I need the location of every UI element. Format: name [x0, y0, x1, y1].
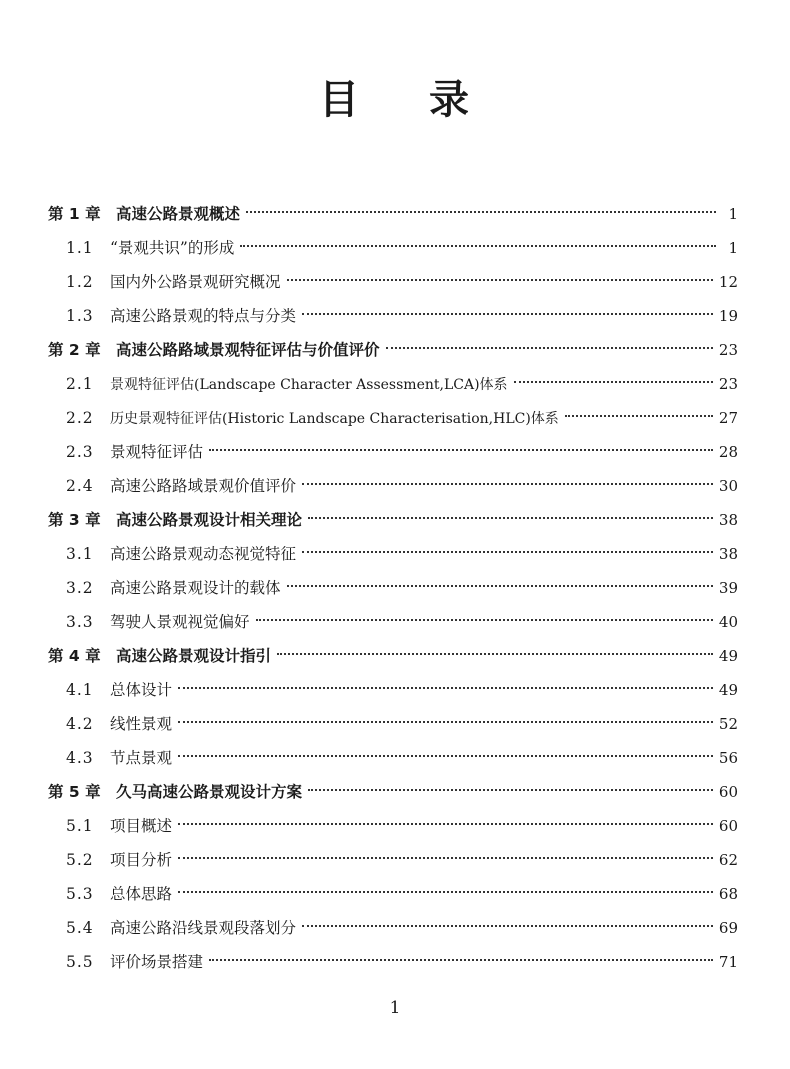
dot-leader: [514, 381, 713, 383]
toc-section-1-2[interactable]: [66, 265, 738, 299]
toc-page-number: 23: [718, 341, 738, 359]
page-title-part-2: 录: [429, 77, 471, 123]
toc-title: 高速公路景观设计相关理论: [116, 511, 303, 529]
dot-leader: [178, 891, 713, 893]
toc-section-2-2[interactable]: [66, 401, 738, 435]
dot-leader: [256, 619, 713, 621]
dot-leader: [209, 449, 713, 451]
dot-leader: [178, 755, 713, 757]
toc-number: 2.1: [66, 375, 94, 393]
toc-number: 3.2: [66, 579, 94, 597]
toc-number: 1.3: [66, 307, 94, 325]
page-title-part-1: 目: [319, 77, 361, 123]
toc-number: 4.2: [66, 715, 94, 733]
toc-number: 第 5 章: [48, 783, 101, 801]
toc-section-4-2[interactable]: [66, 707, 738, 741]
toc-section-1-3[interactable]: [66, 299, 738, 333]
toc-title: 项目概述: [110, 817, 173, 835]
dot-leader: [287, 279, 713, 281]
dot-leader: [302, 551, 713, 553]
toc-number: 3.1: [66, 545, 94, 563]
dot-leader: [277, 653, 713, 655]
dot-leader: [178, 823, 713, 825]
toc-page-number: 28: [718, 443, 738, 461]
toc-page-number: 68: [718, 885, 738, 903]
toc-title: 景观特征评估: [110, 443, 204, 461]
toc-page-number: 30: [718, 477, 738, 495]
toc-page-number: 38: [718, 511, 738, 529]
dot-leader: [308, 789, 713, 791]
toc-title: 高速公路景观动态视觉特征: [110, 545, 297, 563]
toc-number: 1.2: [66, 273, 94, 291]
toc-number: 第 1 章: [48, 205, 101, 223]
toc-chapter-5[interactable]: [48, 775, 738, 809]
toc-page-number: 1: [728, 205, 738, 223]
toc-title: 历史景观特征评估(Historic Landscape Characterisation,HLC)体系: [110, 411, 559, 427]
toc-number: 5.3: [66, 885, 94, 903]
toc-title: 驾驶人景观视觉偏好: [110, 613, 250, 631]
toc-title: 总体设计: [110, 681, 173, 699]
toc-number: 1.1: [66, 239, 94, 257]
toc-page-number: 71: [718, 953, 738, 971]
toc-section-5-4[interactable]: [66, 911, 738, 945]
toc-page-number: 49: [718, 647, 738, 665]
toc-number: 3.3: [66, 613, 94, 631]
toc-number: 2.3: [66, 443, 94, 461]
toc-page-number: 19: [718, 307, 738, 325]
toc-number: 第 3 章: [48, 511, 101, 529]
toc-title: 高速公路景观的特点与分类: [110, 307, 297, 325]
toc-section-3-2[interactable]: [66, 571, 738, 605]
dot-leader: [246, 211, 716, 213]
toc-title: 高速公路景观设计指引: [116, 647, 272, 665]
toc-section-5-5[interactable]: [66, 945, 738, 979]
toc-number: 4.3: [66, 749, 94, 767]
toc-number: 5.4: [66, 919, 94, 937]
toc-number: 第 2 章: [48, 341, 101, 359]
toc-page-number: 40: [718, 613, 738, 631]
toc-title: 项目分析: [110, 851, 173, 869]
toc-page-number: 56: [718, 749, 738, 767]
toc-page-number: 69: [718, 919, 738, 937]
toc-page-number: 60: [718, 783, 738, 801]
toc-section-5-2[interactable]: [66, 843, 738, 877]
toc-number: 第 4 章: [48, 647, 101, 665]
toc-title: “景观共识”的形成: [110, 239, 235, 257]
toc-title: 久马高速公路景观设计方案: [116, 783, 303, 801]
toc-page-number: 1: [728, 239, 738, 257]
dot-leader: [178, 721, 713, 723]
dot-leader: [302, 483, 713, 485]
toc-title: 节点景观: [110, 749, 173, 767]
toc-section-1-1[interactable]: [66, 231, 738, 265]
toc-page-number: 23: [718, 375, 738, 393]
toc-section-3-1[interactable]: [66, 537, 738, 571]
toc-number: 5.5: [66, 953, 94, 971]
dot-leader: [209, 959, 713, 961]
dot-leader: [240, 245, 716, 247]
toc-section-2-1[interactable]: [66, 367, 738, 401]
toc-page-number: 62: [718, 851, 738, 869]
toc-number: 5.1: [66, 817, 94, 835]
toc-section-3-3[interactable]: [66, 605, 738, 639]
toc-chapter-2[interactable]: [48, 333, 738, 367]
toc-chapter-3[interactable]: [48, 503, 738, 537]
toc-title: 高速公路沿线景观段落划分: [110, 919, 297, 937]
toc-number: 4.1: [66, 681, 94, 699]
page-title: [0, 76, 790, 124]
toc-title: 高速公路景观设计的载体: [110, 579, 281, 597]
toc-title: 高速公路景观概述: [116, 205, 241, 223]
dot-leader: [386, 347, 713, 349]
toc-page-number: 49: [718, 681, 738, 699]
dot-leader: [287, 585, 713, 587]
toc-section-2-3[interactable]: [66, 435, 738, 469]
toc-title: 国内外公路景观研究概况: [110, 273, 281, 291]
toc-page-number: 52: [718, 715, 738, 733]
page-footer-number: 1: [389, 998, 401, 1018]
dot-leader: [302, 925, 713, 927]
toc-title: 总体思路: [110, 885, 173, 903]
toc-page-number: 39: [718, 579, 738, 597]
toc-page-number: 27: [718, 409, 738, 427]
dot-leader: [565, 415, 713, 417]
toc-number: 2.2: [66, 409, 94, 427]
toc-section-5-1[interactable]: [66, 809, 738, 843]
toc-section-4-3[interactable]: [66, 741, 738, 775]
toc-title: 景观特征评估(Landscape Character Assessment,LCA)体系: [110, 377, 508, 393]
toc-page-number: 38: [718, 545, 738, 563]
toc-number: 2.4: [66, 477, 94, 495]
dot-leader: [178, 857, 713, 859]
toc-number: 5.2: [66, 851, 94, 869]
toc-section-2-4[interactable]: [66, 469, 738, 503]
dot-leader: [302, 313, 713, 315]
toc-page-number: 12: [718, 273, 738, 291]
toc-title: 评价场景搭建: [110, 953, 204, 971]
toc-page-number: 60: [718, 817, 738, 835]
dot-leader: [308, 517, 713, 519]
toc-section-4-1[interactable]: [66, 673, 738, 707]
toc-chapter-1[interactable]: [48, 197, 738, 231]
toc-title: 线性景观: [110, 715, 173, 733]
dot-leader: [178, 687, 713, 689]
toc-chapter-4[interactable]: [48, 639, 738, 673]
toc-title: 高速公路路域景观特征评估与价值评价: [116, 341, 380, 359]
toc-section-5-3[interactable]: [66, 877, 738, 911]
toc-title: 高速公路路域景观价值评价: [110, 477, 297, 495]
